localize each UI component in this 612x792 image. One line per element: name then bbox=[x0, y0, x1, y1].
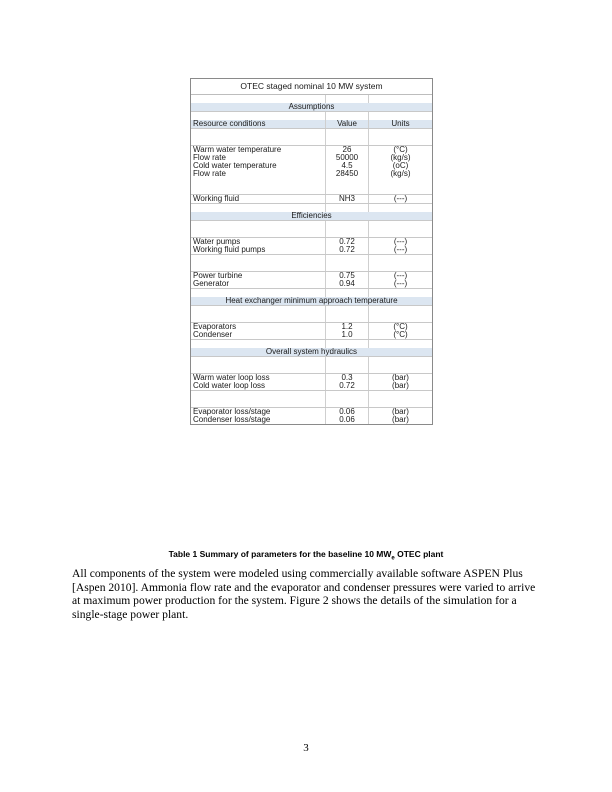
table-caption: Table 1 Summary of parameters for the baseline 10 $MW_e$ OTEC plant bbox=[168, 549, 444, 562]
header-value: Value bbox=[326, 120, 369, 128]
table-row: Flow rate 28450 (kg/s) bbox=[193, 170, 411, 178]
section-hydraulics: Overall system hydraulics bbox=[191, 348, 432, 357]
body-paragraph: All components of the system were modeled using commercially available software ASPEN Plus [Aspen 2010]. Ammonia flow rate and the evaporator and condenser pressures were varied to arrive at maximum power production for the system. Figure 2 shows the details of the simulation for a single-stage power plant. bbox=[72, 567, 536, 621]
table-row: Condenser 1.0 (°C) bbox=[191, 331, 432, 340]
page-number: 3 bbox=[303, 742, 309, 754]
section-efficiencies: Efficiencies bbox=[191, 212, 432, 221]
table-row: Generator 0.94 (---) bbox=[191, 280, 432, 289]
table-title: OTEC staged nominal 10 MW system bbox=[191, 79, 432, 95]
section-assumptions: Assumptions bbox=[191, 103, 432, 112]
header-resource-conditions: Resource conditions bbox=[191, 120, 326, 128]
table-row: Working fluid NH3 (---) bbox=[191, 195, 432, 204]
header-units: Units bbox=[391, 120, 410, 128]
table-row: Evaporator loss/stage 0.06 (bar) bbox=[193, 408, 409, 416]
table-row: Evaporators 1.2 (°C) bbox=[193, 323, 408, 331]
table-row: Water pumps 0.72 (---) bbox=[193, 238, 408, 246]
table-row: Working fluid pumps 0.72 (---) bbox=[191, 246, 432, 255]
table-row: Warm water loop loss 0.3 (bar) bbox=[193, 374, 409, 382]
table-row: Flow rate 50000 (kg/s) bbox=[193, 154, 411, 162]
section-heat-exchanger: Heat exchanger minimum approach temperature bbox=[191, 297, 432, 306]
table-header-row bbox=[191, 120, 432, 129]
parameters-table bbox=[190, 78, 433, 425]
table-row: Cold water temperature 4.5 (oC) bbox=[193, 162, 409, 170]
table-row: Warm water temperature 26 (°C) bbox=[193, 146, 408, 154]
table-row: Cold water loop loss 0.72 (bar) bbox=[191, 382, 432, 391]
table-row: Condenser loss/stage 0.06 (bar) bbox=[193, 416, 409, 424]
table-row: Power turbine 0.75 (---) bbox=[193, 272, 408, 280]
